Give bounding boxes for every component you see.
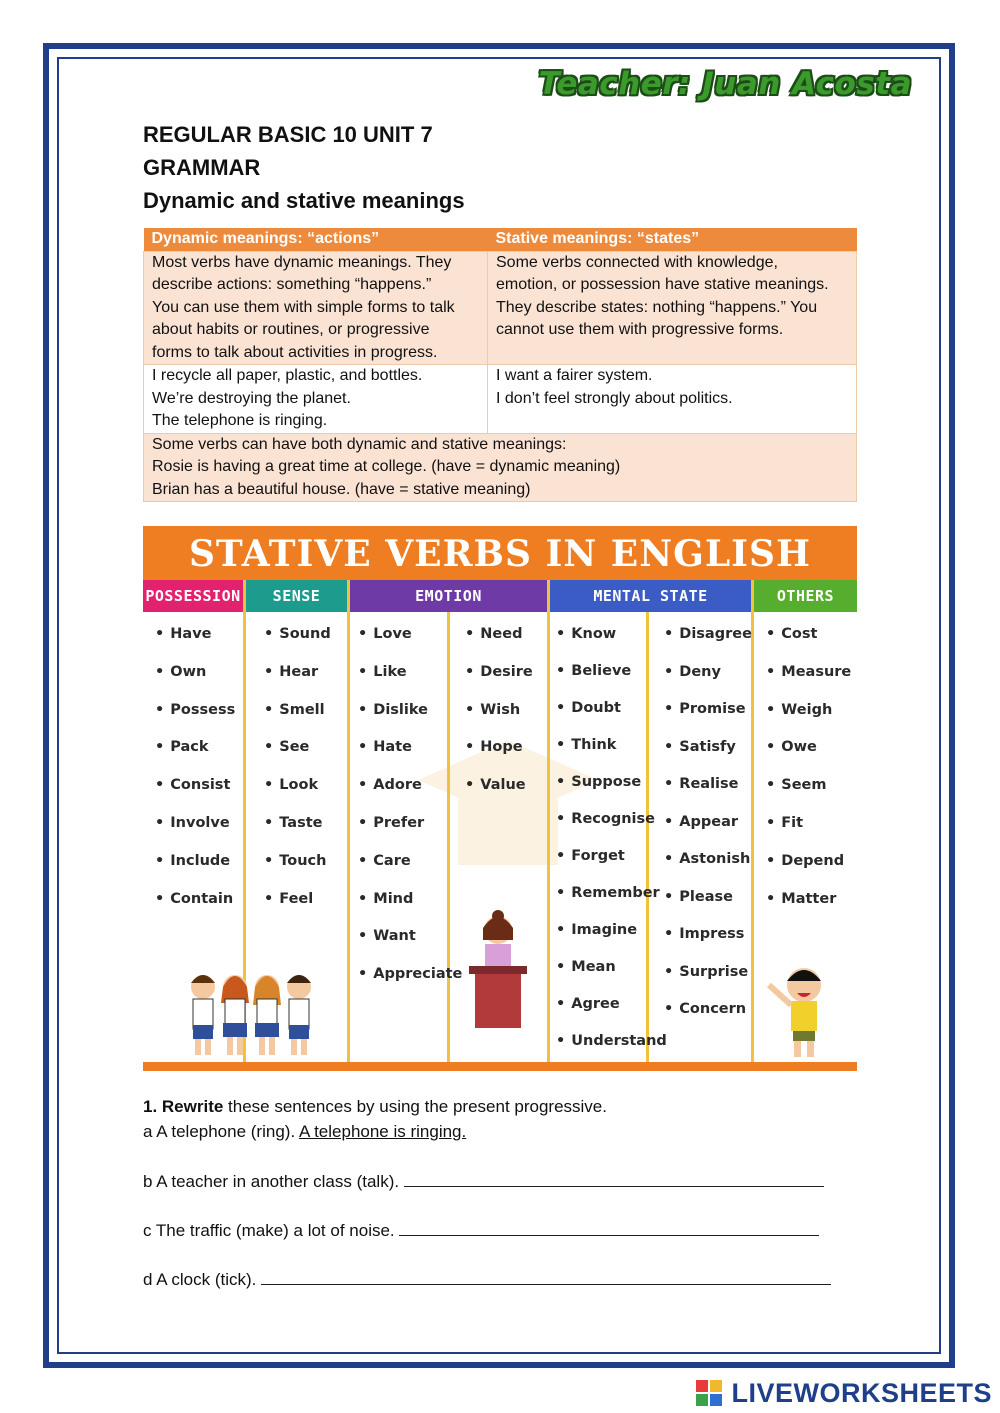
list-item: • Weigh	[766, 702, 851, 740]
list-item: • Include	[155, 853, 235, 891]
list-item: • Touch	[264, 853, 331, 891]
list-item: • Cost	[766, 626, 851, 664]
dynamic-description	[144, 251, 488, 365]
mental-state-list-2	[664, 626, 752, 1039]
text-line: Rosie is having a great time at college. (have = dynamic meaning)	[152, 458, 621, 475]
possession-list	[155, 626, 235, 928]
list-item: • Seem	[766, 777, 851, 815]
text-line: I want a fairer system.	[496, 367, 653, 384]
text-line: emotion, or possession have stative meanings.	[496, 276, 829, 293]
answer-blank-d[interactable]	[261, 1269, 831, 1285]
list-item: • Mean	[556, 959, 667, 996]
liveworksheets-logo-icon	[696, 1380, 722, 1406]
answer-blank-c[interactable]	[399, 1220, 819, 1236]
category-possession: POSSESSION	[143, 580, 243, 612]
emotion-list-1	[358, 626, 462, 1004]
poster-title: STATIVE VERBS IN ENGLISH	[188, 533, 812, 575]
list-item: • Smell	[264, 702, 331, 740]
text-line: cannot use them with progressive forms.	[496, 321, 784, 338]
list-item: • Know	[556, 626, 667, 663]
mental-state-list-1	[556, 626, 667, 1070]
list-item: • Satisfy	[664, 739, 752, 777]
liveworksheets-brand[interactable]: LIVEWORKSHEETS	[731, 1378, 992, 1408]
list-item: • Astonish	[664, 851, 752, 889]
list-item: • Hope	[465, 739, 533, 777]
list-item: • Deny	[664, 664, 752, 702]
item-c-prompt: c The traffic (make) a lot of noise.	[143, 1221, 400, 1240]
list-item: • Dislike	[358, 702, 462, 740]
list-item: • Involve	[155, 815, 235, 853]
text-line: Some verbs connected with knowledge,	[496, 253, 778, 271]
answer-blank-b[interactable]	[404, 1171, 824, 1187]
list-item: • Appreciate	[358, 966, 462, 1004]
list-item: • Contain	[155, 891, 235, 929]
list-item: • Concern	[664, 1001, 752, 1039]
list-item: • Like	[358, 664, 462, 702]
dynamic-examples	[144, 365, 488, 434]
list-item: • Surprise	[664, 964, 752, 1002]
item-d-prompt: d A clock (tick).	[143, 1270, 262, 1289]
list-item: • Promise	[664, 701, 752, 739]
list-item: • Matter	[766, 891, 851, 929]
list-item: • Appear	[664, 814, 752, 852]
children-illustration	[183, 965, 323, 1060]
category-others: OTHERS	[754, 580, 857, 612]
list-item: • Love	[358, 626, 462, 664]
teacher-illustration	[463, 910, 533, 1030]
text-line: We’re destroying the planet.	[152, 389, 351, 407]
instruction-bold: 1. Rewrite	[143, 1097, 224, 1116]
poster-body	[143, 580, 857, 1062]
list-item: • Hate	[358, 739, 462, 777]
text-line: I recycle all paper, plastic, and bottles.	[152, 367, 423, 384]
list-item: • Own	[155, 664, 235, 702]
emotion-list-2	[465, 626, 533, 815]
list-item: • Doubt	[556, 700, 667, 737]
list-item: • Consist	[155, 777, 235, 815]
list-item: • Desire	[465, 664, 533, 702]
text-line: Brian has a beautiful house. (have = stative meaning)	[152, 480, 531, 498]
list-item: • Understand	[556, 1033, 667, 1070]
stative-verbs-poster	[143, 526, 857, 1071]
exercise-item-a	[143, 1122, 466, 1142]
text-line: I don’t feel strongly about politics.	[496, 389, 733, 407]
unit-title: REGULAR BASIC 10 UNIT 7	[143, 122, 433, 147]
list-item: • Measure	[766, 664, 851, 702]
list-item: • Remember	[556, 885, 667, 922]
others-list	[766, 626, 851, 928]
list-item: • Hear	[264, 664, 331, 702]
list-item: • Possess	[155, 702, 235, 740]
table-row	[144, 251, 857, 365]
list-item: • Agree	[556, 996, 667, 1033]
category-mental-state: MENTAL STATE	[550, 580, 751, 612]
list-item: • Recognise	[556, 811, 667, 848]
boy-illustration	[759, 955, 849, 1060]
list-item: • Look	[264, 777, 331, 815]
list-item: • See	[264, 739, 331, 777]
list-item: • Adore	[358, 777, 462, 815]
list-item: • Need	[465, 626, 533, 664]
list-item: • Owe	[766, 739, 851, 777]
list-item: • Think	[556, 737, 667, 774]
table-row	[144, 433, 857, 502]
instruction-text: these sentences by using the present progressive.	[223, 1097, 607, 1116]
list-item: • Mind	[358, 891, 462, 929]
item-a-answer: A telephone is ringing.	[298, 1122, 467, 1141]
category-emotion: EMOTION	[350, 580, 547, 612]
list-item: • Wish	[465, 702, 533, 740]
list-item: • Prefer	[358, 815, 462, 853]
column-divider	[547, 580, 550, 1062]
list-item: • Sound	[264, 626, 331, 664]
stative-header: Stative meanings: “states”	[488, 228, 857, 251]
grammar-table	[143, 228, 857, 502]
exercise-item-d	[143, 1269, 831, 1290]
text-line: Some verbs can have both dynamic and stative meanings:	[152, 435, 567, 453]
text-line: describe actions: something “happens.”	[152, 276, 432, 293]
list-item: • Believe	[556, 663, 667, 700]
section-title: GRAMMAR	[143, 155, 261, 180]
text-line: Most verbs have dynamic meanings. They	[152, 253, 452, 271]
list-item: • Please	[664, 889, 752, 927]
teacher-name: Teacher: Juan Acosta	[538, 66, 912, 102]
list-item: • Impress	[664, 926, 752, 964]
list-item: • Care	[358, 853, 462, 891]
list-item: • Disagree	[664, 626, 752, 664]
text-line: The telephone is ringing.	[152, 412, 328, 429]
text-line: about habits or routines, or progressive	[152, 321, 430, 338]
list-item: • Have	[155, 626, 235, 664]
list-item: • Want	[358, 928, 462, 966]
list-item: • Value	[465, 777, 533, 815]
item-a-prompt: a A telephone (ring).	[143, 1122, 299, 1141]
list-item: • Forget	[556, 848, 667, 885]
list-item: • Taste	[264, 815, 331, 853]
list-item: • Depend	[766, 853, 851, 891]
sense-list	[264, 626, 331, 928]
text-line: forms to talk about activities in progress.	[152, 343, 438, 361]
list-item: • Realise	[664, 776, 752, 814]
text-line: They describe states: nothing “happens.” You	[496, 298, 818, 316]
list-item: • Feel	[264, 891, 331, 929]
stative-examples	[488, 365, 857, 434]
list-item: • Fit	[766, 815, 851, 853]
list-item: • Imagine	[556, 922, 667, 959]
topic-title: Dynamic and stative meanings	[143, 188, 465, 213]
exercise-item-c	[143, 1220, 819, 1241]
list-item: • Suppose	[556, 774, 667, 811]
stative-description	[488, 251, 857, 365]
item-b-prompt: b A teacher in another class (talk).	[143, 1172, 404, 1191]
exercise-instruction	[143, 1097, 607, 1117]
text-line: You can use them with simple forms to talk	[152, 298, 455, 316]
dynamic-header: Dynamic meanings: “actions”	[144, 228, 488, 251]
both-meanings-note	[144, 433, 857, 502]
category-sense: SENSE	[246, 580, 347, 612]
table-row	[144, 365, 857, 434]
column-divider	[347, 580, 350, 1062]
list-item: • Pack	[155, 739, 235, 777]
exercise-item-b	[143, 1171, 824, 1192]
